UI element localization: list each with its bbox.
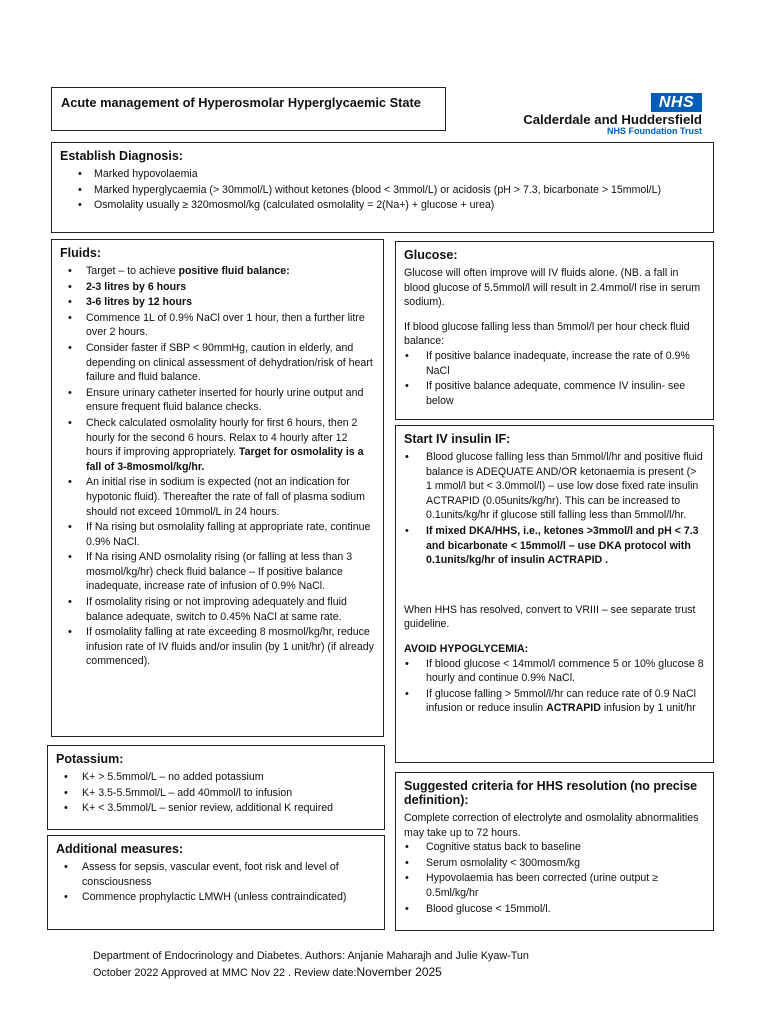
insulin-resolved: When HHS has resolved, convert to VRIII – see separate trust guideline.: [404, 603, 696, 631]
footer-approval: [93, 964, 529, 981]
list-item: • If osmolality falling at rate exceeding 8 mosmol/kg/hr, reduce infusion rate of IV fluids and/or insulin (by 1 unit/hr) (if already commenced).: [60, 625, 375, 669]
list-item: • Blood glucose < 15mmol/l.: [404, 902, 705, 917]
additional-list: [56, 860, 376, 905]
text: If glucose falling > 5mmol/l/hr can reduce rate of 0.9 NaCl infusion or reduce insulin: [426, 687, 696, 715]
glucose-para: Glucose will often improve will IV fluids alone. (NB. a fall in blood glucose of 5.5mmol/l will result in 2.4mmol/l rise in serum sodium).: [404, 267, 701, 309]
glucose-heading: Glucose:: [404, 248, 458, 262]
bold-text: Target for osmolality is a fall of 3-8mosmol/kg/hr.: [86, 446, 364, 473]
org-trust: NHS Foundation Trust: [607, 126, 702, 136]
diagnosis-list: [60, 167, 705, 213]
insulin-section: [395, 425, 714, 763]
glucose-para: If blood glucose falling less than 5mmol/l per hour check fluid balance:: [404, 320, 690, 348]
insulin-heading: Start IV insulin IF:: [404, 432, 511, 446]
list-item: • K+ < 3.5mmol/L – senior review, additional K required: [56, 801, 376, 816]
org-name: Calderdale and Huddersfield: [523, 112, 702, 127]
list-item: • Commence prophylactic LMWH (unless contraindicated): [56, 890, 376, 905]
list-item: • If positive balance inadequate, increase the rate of 0.9% NaCl: [404, 349, 705, 378]
fluids-heading: Fluids:: [60, 246, 101, 260]
title-box: [51, 87, 446, 131]
list-item: [60, 264, 375, 279]
glucose-list: [404, 349, 705, 408]
fluids-section: [51, 239, 384, 737]
list-item: • Ensure urinary catheter inserted for hourly urine output and ensure frequent fluid balance checks.: [60, 386, 375, 415]
bold-text: AVOID HYPOGLYCEMIA:: [404, 642, 529, 655]
list-item: • If positive balance adequate, commence IV insulin- see below: [404, 379, 705, 408]
list-item: • If Na rising AND osmolality rising (or falling at less than 3 mosmol/kg/hr) check fluid balance – If positive balance inadequate, increase rate of infusion of 0.9% NaCl.: [60, 550, 375, 594]
additional-section: [47, 835, 385, 930]
list-item: • Commence 1L of 0.9% NaCl over 1 hour, then a further litre over 2 hours.: [60, 311, 375, 340]
list-item: • Marked hyperglycaemia (> 30mmol/L) without ketones (blood < 3mmol/L) or acidosis (pH > 7.3, bicarbonate > 15mmol/L): [60, 183, 705, 198]
insulin-list: [404, 450, 705, 568]
resolution-section: [395, 772, 714, 931]
list-item: • Consider faster if SBP < 90mmHg, caution in elderly, and depending on clinical assessment of dehydration/risk of heart failure and fluid balance.: [60, 341, 375, 385]
list-item: [60, 280, 375, 295]
diagnosis-heading: Establish Diagnosis:: [60, 149, 183, 163]
footer-authors: Department of Endocrinology and Diabetes. Authors: Anjanie Maharajh and Julie Kyaw-Tun: [93, 950, 529, 962]
page-title: Acute management of Hyperosmolar Hyperglycaemic State: [61, 95, 421, 110]
avoid-list: [404, 657, 705, 716]
diagnosis-section: [51, 142, 714, 233]
text: Check calculated osmolality hourly for first 6 hours, then 2 hourly for the second 6 hours. Relax to 4 hourly after 12 hours if improving appropriately.: [86, 416, 358, 459]
list-item: [404, 687, 705, 716]
list-item: [60, 295, 375, 310]
text: Target – to achieve: [86, 265, 179, 277]
potassium-section: [47, 745, 385, 830]
list-item: • K+ > 5.5mmol/L – no added potassium: [56, 770, 376, 785]
resolution-heading: Suggested criteria for HHS resolution (no precise definition):: [404, 779, 698, 807]
bold-text: 2-3 litres by 6 hours: [86, 280, 187, 293]
bold-text: 3-6 litres by 12 hours: [86, 296, 192, 309]
nhs-logo: NHS: [651, 93, 702, 112]
list-item: • K+ 3.5-5.5mmol/L – add 40mmol/l to infusion: [56, 786, 376, 801]
list-item: • If osmolality rising or not improving adequately and fluid balance adequate, switch to 0.45% NaCl at same rate.: [60, 595, 375, 624]
bold-text: ACTRAPID: [546, 702, 601, 715]
text: October 2022 Approved at MMC Nov 22 . Review date:: [93, 967, 357, 979]
list-item: • Assess for sepsis, vascular event, foot risk and level of consciousness: [56, 860, 376, 889]
bold-text: positive fluid balance:: [178, 265, 290, 277]
footer: [93, 948, 529, 981]
resolution-list: [404, 840, 705, 916]
resolution-intro: Complete correction of electrolyte and osmolality abnormalities may take up to 72 hours.: [404, 812, 699, 839]
list-item: • Serum osmolality < 300mosm/kg: [404, 856, 705, 871]
list-item: • Hypovolaemia has been corrected (urine output ≥ 0.5ml/kg/hr: [404, 871, 705, 900]
potassium-list: [56, 770, 376, 816]
list-item: • If Na rising but osmolality falling at appropriate rate, continue 0.9% NaCl.: [60, 520, 375, 549]
list-item: • Osmolality usually ≥ 320mosmol/kg (calculated osmolality = 2(Na+) + glucose + urea): [60, 198, 705, 213]
avoid-heading: [404, 642, 705, 657]
additional-heading: Additional measures:: [56, 842, 184, 856]
list-item: [60, 416, 375, 474]
text: infusion by 1 unit/hr: [600, 702, 696, 715]
fluids-list: [60, 264, 375, 669]
review-date: November 2025: [356, 965, 442, 979]
bold-text: If mixed DKA/HHS, i.e., ketones >3mmol/l and pH < 7.3 and bicarbonate < 15mmol/l – use DKA protocol with 0.1units/kg/hr of insulin ACTRAPID .: [426, 524, 699, 567]
list-item: • Cognitive status back to baseline: [404, 840, 705, 855]
potassium-heading: Potassium:: [56, 752, 124, 766]
list-item: • An initial rise in sodium is expected (not an indication for hypotonic fluid). Thereafter the rate of fall of plasma sodium should not exceed 10mmol/L in 24 hours.: [60, 475, 375, 519]
list-item: • Marked hypovolaemia: [60, 167, 705, 182]
list-item: • If blood glucose < 14mmol/l commence 5 or 10% glucose 8 hourly and continue 0.9% NaCl.: [404, 657, 705, 686]
glucose-section: [395, 241, 714, 420]
list-item: [404, 524, 705, 568]
list-item: • Blood glucose falling less than 5mmol/l/hr and positive fluid balance is ADEQUATE AND/OR ketonaemia is present (> 1 mmol/l but < 3.0mmol/l) – use low dose fixed rate insulin ACTRAPID (0.05units/kg/hr). This can be increased to 0.1units/kg/hr if glucose still falling less than 5mmol/l/hr.: [404, 450, 705, 523]
